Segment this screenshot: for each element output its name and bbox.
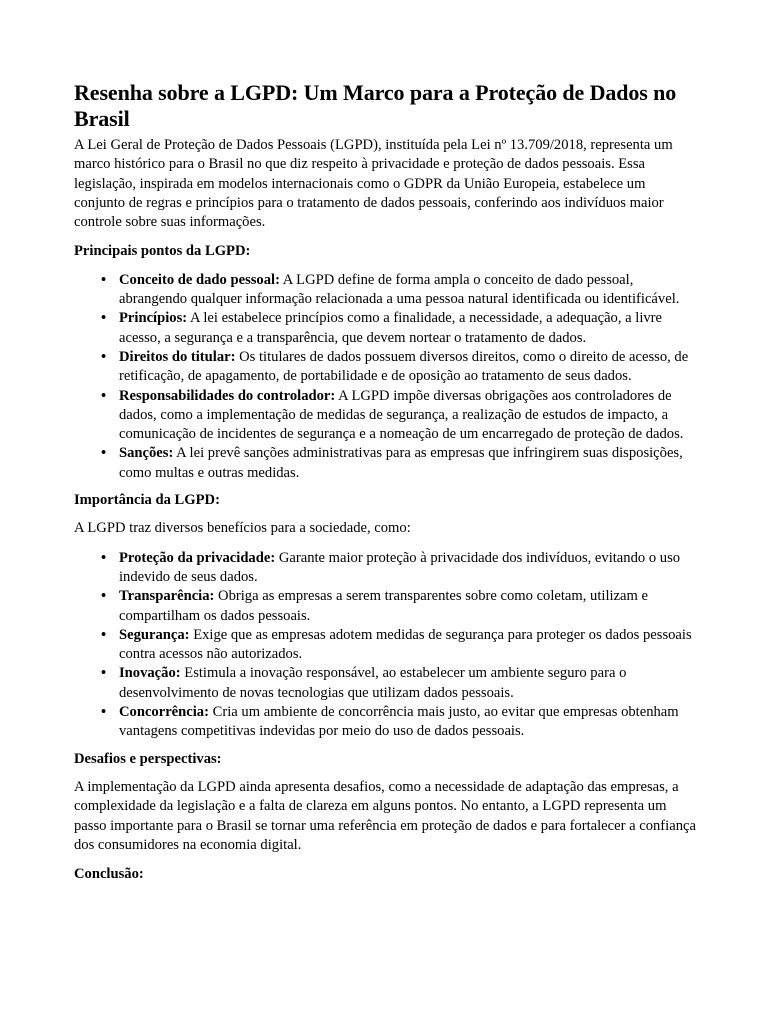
list-item-text: Obriga as empresas a serem transparentes sobre como coletam, utilizam e compartilham os dados pessoais. [119,588,649,624]
list-item-term: Proteção da privacidade: [119,549,276,566]
list-item-text: A lei estabelece princípios como a finalidade, a necessidade, a adequação, a livre acesso, a segurança e a transparência, que devem nortear o tratamento de dados. [119,310,663,346]
document-page [74,80,696,893]
list-item-term: Conceito de dado pessoal: [119,271,280,288]
list-item-text: Estimula a inovação responsável, ao estabelecer um ambiente seguro para o desenvolvimento de novas tecnologias que utilizam dados pessoais. [119,665,627,701]
desafios-paragraph: A implementação da LGPD ainda apresenta desafios, como a necessidade de adaptação das empresas, a complexidade da legislação e a falta de clareza em alguns pontos. No entanto, a LGPD representa um passo importante para o Brasil se tornar uma referência em proteção de dados e para fortalecer a confiança dos consumidores na economia digital. [74,778,696,853]
list-item [101,444,696,483]
list-item-term: Inovação: [119,665,181,682]
principais-list [74,271,696,483]
list-item [101,271,696,310]
section-heading-conclusao: Conclusão: [74,866,144,883]
list-item-term: Responsabilidades do controlador: [119,387,336,404]
list-item-term: Concorrência: [119,704,209,721]
bullet-icon: • [101,387,107,404]
list-item-text: Garante maior proteção à privacidade dos indivíduos, evitando o uso indevido de seus dados. [119,549,681,585]
list-item [101,549,696,588]
intro-paragraph: A Lei Geral de Proteção de Dados Pessoais (LGPD), instituída pela Lei nº 13.709/2018, representa um marco histórico para o Brasil no que diz respeito à privacidade e proteção de dados pessoais. Essa legislação, inspirada em modelos internacionais como o GDPR da União Europeia, estabelece um conjunto de regras e princípios para o tratamento de dados pessoais, conferindo aos indivíduos maior controle sobre suas informações. [74,137,673,231]
list-item-term: Sanções: [119,445,174,462]
bullet-icon: • [101,348,107,365]
list-item [101,309,696,348]
bullet-icon: • [101,588,107,605]
list-item-text: Exige que as empresas adotem medidas de segurança para proteger os dados pessoais contra acessos não autorizados. [119,626,692,663]
bullet-icon: • [101,704,107,721]
section-heading-principais: Principais pontos da LGPD: [74,243,251,260]
list-item-term: Direitos do titular: [119,348,236,365]
bullet-icon: • [101,665,107,682]
bullet-icon: • [101,626,107,643]
list-item-term: Princípios: [119,310,188,327]
list-item-text: Os titulares de dados possuem diversos direitos, como o direito de acesso, de retificação, de apagamento, de portabilidade e de oposição ao tratamento de seus dados. [119,348,689,385]
bullet-icon: • [101,445,107,462]
section-heading-desafios: Desafios e perspectivas: [74,750,222,767]
bullet-icon: • [101,271,107,288]
importancia-list [74,549,696,742]
section-heading-importancia: Importância da LGPD: [74,492,220,509]
list-item-text: Cria um ambiente de concorrência mais justo, ao evitar que empresas obtenham vantagens competitivas indevidas por meio do uso de dados pessoais. [119,704,679,740]
list-item-text: A LGPD impõe diversas obrigações aos controladores de dados, como a implementação de medidas de segurança, a realização de estudos de impacto, a comunicação de incidentes de segurança e a nomeação de um encarregado de proteção de dados. [119,387,684,443]
list-item-term: Segurança: [119,626,190,643]
document-title: Resenha sobre a LGPD: Um Marco para a Proteção de Dados no Brasil [74,80,677,131]
importancia-intro: A LGPD traz diversos benefícios para a sociedade, como: [74,520,411,537]
list-item [101,664,696,703]
bullet-icon: • [101,310,107,327]
list-item-term: Transparência: [119,588,215,605]
list-item [101,587,696,626]
list-item [101,387,696,445]
list-item [101,348,696,387]
list-item-text: A lei prevê sanções administrativas para as empresas que infringirem suas disposições, como multas e outras medidas. [119,445,683,481]
list-item-text: A LGPD define de forma ampla o conceito de dado pessoal, abrangendo qualquer informação relacionada a uma pessoa natural identificada ou identificável. [119,271,680,308]
list-item [101,703,696,742]
bullet-icon: • [101,549,107,566]
list-item [101,626,696,665]
